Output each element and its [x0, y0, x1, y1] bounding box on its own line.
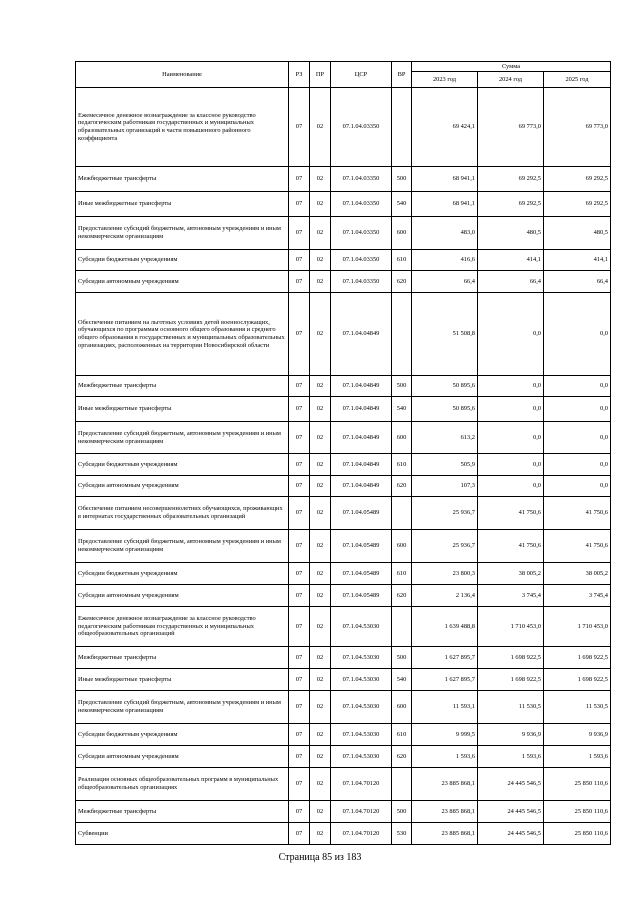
cell-2024: 1 698 922,5 — [478, 669, 544, 691]
header-rz: РЗ — [289, 62, 310, 88]
cell-pr: 02 — [310, 88, 331, 167]
cell-2024: 41 750,6 — [478, 497, 544, 530]
cell-pr: 02 — [310, 669, 331, 691]
cell-2025: 0,0 — [544, 476, 611, 497]
table-row — [76, 250, 611, 271]
cell-2025: 38 005,2 — [544, 563, 611, 585]
cell-rz: 07 — [289, 397, 310, 422]
cell-2023: 69 424,1 — [412, 88, 478, 167]
cell-2025: 0,0 — [544, 293, 611, 376]
cell-rz: 07 — [289, 823, 310, 845]
cell-name: Ежемесячное денежное вознаграждение за классное руководство педагогическим работникам государственных и муниципальных общеобразовательных организаций — [76, 607, 289, 647]
cell-rz: 07 — [289, 250, 310, 271]
cell-name: Обеспечение питанием на льготных условиях детей военнослужащих, обучающихся по программам основного общего образования и среднего общего образования в государственных и муниципальных образовательных организациях, расположенных на территории Новосибирской области — [76, 293, 289, 376]
cell-2025: 11 530,5 — [544, 691, 611, 724]
cell-name: Иные межбюджетные трансферты — [76, 397, 289, 422]
cell-2024: 66,4 — [478, 271, 544, 293]
cell-2025: 480,5 — [544, 217, 611, 250]
cell-2024: 0,0 — [478, 422, 544, 454]
cell-2025: 0,0 — [544, 376, 611, 397]
cell-rz: 07 — [289, 768, 310, 801]
cell-csr: 07.1.04.04849 — [331, 422, 392, 454]
table-row — [76, 192, 611, 217]
cell-rz: 07 — [289, 476, 310, 497]
cell-2025: 3 745,4 — [544, 585, 611, 607]
cell-rz: 07 — [289, 293, 310, 376]
cell-vr: 540 — [392, 669, 412, 691]
cell-rz: 07 — [289, 497, 310, 530]
cell-vr — [392, 607, 412, 647]
table-body — [76, 88, 611, 845]
cell-csr: 07.1.04.05489 — [331, 530, 392, 563]
cell-2025: 69 773,0 — [544, 88, 611, 167]
cell-rz: 07 — [289, 585, 310, 607]
cell-pr: 02 — [310, 801, 331, 823]
cell-2023: 25 936,7 — [412, 530, 478, 563]
cell-name: Иные межбюджетные трансферты — [76, 192, 289, 217]
cell-2024: 69 292,5 — [478, 192, 544, 217]
cell-2023: 25 936,7 — [412, 497, 478, 530]
table-row — [76, 647, 611, 669]
cell-2024: 0,0 — [478, 454, 544, 476]
cell-2023: 50 895,6 — [412, 376, 478, 397]
header-year-2025: 2025 год — [544, 72, 611, 88]
cell-2024: 69 773,0 — [478, 88, 544, 167]
cell-2025: 41 750,6 — [544, 497, 611, 530]
cell-2023: 107,3 — [412, 476, 478, 497]
cell-csr: 07.1.04.70120 — [331, 823, 392, 845]
table-row — [76, 397, 611, 422]
table-row — [76, 376, 611, 397]
table-row — [76, 607, 611, 647]
cell-pr: 02 — [310, 167, 331, 192]
table-row — [76, 293, 611, 376]
cell-2025: 0,0 — [544, 454, 611, 476]
cell-vr: 620 — [392, 746, 412, 768]
cell-2024: 3 745,4 — [478, 585, 544, 607]
cell-pr: 02 — [310, 746, 331, 768]
table-row — [76, 530, 611, 563]
cell-vr: 620 — [392, 585, 412, 607]
cell-rz: 07 — [289, 376, 310, 397]
cell-vr: 600 — [392, 217, 412, 250]
cell-csr: 07.1.04.70120 — [331, 801, 392, 823]
table-row — [76, 823, 611, 845]
cell-2023: 68 941,1 — [412, 192, 478, 217]
cell-csr: 07.1.04.03350 — [331, 88, 392, 167]
cell-2025: 41 750,6 — [544, 530, 611, 563]
cell-vr: 540 — [392, 397, 412, 422]
cell-name: Ежемесячное денежное вознаграждение за классное руководство педагогическим работникам государственных и муниципальных образовательных организаций в части повышенного районного коэффициента — [76, 88, 289, 167]
cell-rz: 07 — [289, 88, 310, 167]
cell-rz: 07 — [289, 607, 310, 647]
cell-2024: 24 445 546,5 — [478, 801, 544, 823]
cell-2024: 69 292,5 — [478, 167, 544, 192]
cell-name: Предоставление субсидий бюджетным, автономным учреждениям и иным некоммерческим организациям — [76, 217, 289, 250]
cell-rz: 07 — [289, 192, 310, 217]
cell-2023: 51 508,8 — [412, 293, 478, 376]
page-number: Страница 85 из 183 — [278, 852, 362, 863]
cell-2023: 416,6 — [412, 250, 478, 271]
cell-name: Межбюджетные трансферты — [76, 647, 289, 669]
cell-name: Субсидии автономным учреждениям — [76, 585, 289, 607]
cell-csr: 07.1.04.53030 — [331, 746, 392, 768]
cell-2024: 11 530,5 — [478, 691, 544, 724]
cell-vr: 540 — [392, 192, 412, 217]
cell-vr: 620 — [392, 271, 412, 293]
cell-rz: 07 — [289, 167, 310, 192]
cell-pr: 02 — [310, 422, 331, 454]
cell-pr: 02 — [310, 217, 331, 250]
cell-pr: 02 — [310, 724, 331, 746]
cell-2024: 9 936,9 — [478, 724, 544, 746]
cell-2023: 1 639 488,8 — [412, 607, 478, 647]
table-row — [76, 497, 611, 530]
cell-rz: 07 — [289, 801, 310, 823]
cell-vr: 500 — [392, 376, 412, 397]
cell-name: Обеспечение питанием несовершеннолетних обучающихся, проживающих в интернатах государственных образовательных организаций — [76, 497, 289, 530]
cell-rz: 07 — [289, 724, 310, 746]
cell-name: Субвенции — [76, 823, 289, 845]
cell-2025: 25 850 110,6 — [544, 801, 611, 823]
cell-vr: 530 — [392, 823, 412, 845]
cell-csr: 07.1.04.53030 — [331, 669, 392, 691]
cell-pr: 02 — [310, 192, 331, 217]
cell-vr: 610 — [392, 250, 412, 271]
cell-csr: 07.1.04.53030 — [331, 691, 392, 724]
cell-csr: 07.1.04.53030 — [331, 724, 392, 746]
cell-name: Субсидии бюджетным учреждениям — [76, 250, 289, 271]
cell-2024: 1 593,6 — [478, 746, 544, 768]
cell-2024: 1 698 922,5 — [478, 647, 544, 669]
cell-2023: 11 593,1 — [412, 691, 478, 724]
cell-name: Межбюджетные трансферты — [76, 376, 289, 397]
cell-vr: 600 — [392, 691, 412, 724]
cell-2023: 50 895,6 — [412, 397, 478, 422]
cell-2023: 23 885 868,1 — [412, 823, 478, 845]
cell-vr: 610 — [392, 563, 412, 585]
cell-2024: 0,0 — [478, 293, 544, 376]
cell-pr: 02 — [310, 530, 331, 563]
header-year-2023: 2023 год — [412, 72, 478, 88]
cell-pr: 02 — [310, 563, 331, 585]
cell-2025: 0,0 — [544, 422, 611, 454]
table-row — [76, 801, 611, 823]
header-vr: ВР — [392, 62, 412, 88]
cell-2023: 1 627 895,7 — [412, 647, 478, 669]
cell-2025: 414,1 — [544, 250, 611, 271]
cell-vr: 610 — [392, 724, 412, 746]
cell-name: Субсидии бюджетным учреждениям — [76, 454, 289, 476]
cell-name: Предоставление субсидий бюджетным, автономным учреждениям и иным некоммерческим организациям — [76, 422, 289, 454]
cell-2024: 0,0 — [478, 476, 544, 497]
cell-pr: 02 — [310, 454, 331, 476]
table-row — [76, 669, 611, 691]
cell-pr: 02 — [310, 607, 331, 647]
cell-2024: 24 445 546,5 — [478, 768, 544, 801]
cell-2024: 414,1 — [478, 250, 544, 271]
cell-csr: 07.1.04.04849 — [331, 293, 392, 376]
cell-rz: 07 — [289, 422, 310, 454]
table-row — [76, 422, 611, 454]
cell-csr: 07.1.04.03350 — [331, 217, 392, 250]
budget-table — [75, 61, 611, 845]
cell-2025: 25 850 110,6 — [544, 768, 611, 801]
cell-pr: 02 — [310, 271, 331, 293]
cell-name: Субсидии бюджетным учреждениям — [76, 724, 289, 746]
cell-csr: 07.1.04.03350 — [331, 250, 392, 271]
cell-rz: 07 — [289, 647, 310, 669]
cell-csr: 07.1.04.03350 — [331, 167, 392, 192]
cell-2024: 0,0 — [478, 397, 544, 422]
cell-name: Реализация основных общеобразовательных программ в муниципальных общеобразовательных организациях — [76, 768, 289, 801]
cell-2024: 480,5 — [478, 217, 544, 250]
cell-pr: 02 — [310, 397, 331, 422]
cell-2023: 23 800,3 — [412, 563, 478, 585]
cell-rz: 07 — [289, 746, 310, 768]
table-row — [76, 167, 611, 192]
cell-2023: 483,0 — [412, 217, 478, 250]
cell-2023: 9 999,5 — [412, 724, 478, 746]
cell-vr — [392, 88, 412, 167]
cell-2024: 41 750,6 — [478, 530, 544, 563]
cell-name: Субсидии автономным учреждениям — [76, 476, 289, 497]
cell-csr: 07.1.04.04849 — [331, 476, 392, 497]
cell-2025: 1 710 453,0 — [544, 607, 611, 647]
cell-name: Субсидии бюджетным учреждениям — [76, 563, 289, 585]
cell-2024: 38 005,2 — [478, 563, 544, 585]
cell-2025: 69 292,5 — [544, 192, 611, 217]
cell-vr: 500 — [392, 167, 412, 192]
cell-pr: 02 — [310, 250, 331, 271]
header-sum: Сумма — [412, 62, 611, 72]
cell-2024: 1 710 453,0 — [478, 607, 544, 647]
cell-vr: 610 — [392, 454, 412, 476]
cell-csr: 07.1.04.53030 — [331, 647, 392, 669]
cell-vr: 600 — [392, 530, 412, 563]
cell-2025: 1 698 922,5 — [544, 647, 611, 669]
cell-2023: 66,4 — [412, 271, 478, 293]
cell-2025: 69 292,5 — [544, 167, 611, 192]
cell-rz: 07 — [289, 669, 310, 691]
cell-vr: 500 — [392, 801, 412, 823]
cell-2023: 23 885 868,1 — [412, 801, 478, 823]
cell-pr: 02 — [310, 293, 331, 376]
cell-vr — [392, 768, 412, 801]
cell-rz: 07 — [289, 454, 310, 476]
cell-pr: 02 — [310, 376, 331, 397]
cell-name: Иные межбюджетные трансферты — [76, 669, 289, 691]
cell-2023: 2 136,4 — [412, 585, 478, 607]
cell-csr: 07.1.04.03350 — [331, 192, 392, 217]
cell-vr: 620 — [392, 476, 412, 497]
cell-csr: 07.1.04.70120 — [331, 768, 392, 801]
cell-csr: 07.1.04.05489 — [331, 563, 392, 585]
cell-name: Субсидии автономным учреждениям — [76, 271, 289, 293]
cell-name: Межбюджетные трансферты — [76, 801, 289, 823]
header-name: Наименование — [76, 62, 289, 88]
cell-name: Субсидии автономным учреждениям — [76, 746, 289, 768]
cell-rz: 07 — [289, 271, 310, 293]
cell-2024: 0,0 — [478, 376, 544, 397]
table-row — [76, 746, 611, 768]
cell-csr: 07.1.04.04849 — [331, 397, 392, 422]
cell-2023: 1 627 895,7 — [412, 669, 478, 691]
cell-2025: 1 698 922,5 — [544, 669, 611, 691]
table-row — [76, 691, 611, 724]
table-row — [76, 271, 611, 293]
table-row — [76, 217, 611, 250]
header-pr: ПР — [310, 62, 331, 88]
cell-pr: 02 — [310, 768, 331, 801]
header-csr: ЦСР — [331, 62, 392, 88]
cell-2023: 505,9 — [412, 454, 478, 476]
cell-rz: 07 — [289, 530, 310, 563]
cell-2025: 1 593,6 — [544, 746, 611, 768]
table-row — [76, 768, 611, 801]
cell-vr: 600 — [392, 422, 412, 454]
cell-2025: 9 936,9 — [544, 724, 611, 746]
table-row — [76, 563, 611, 585]
cell-name: Предоставление субсидий бюджетным, автономным учреждениям и иным некоммерческим организациям — [76, 530, 289, 563]
cell-2025: 0,0 — [544, 397, 611, 422]
cell-2025: 66,4 — [544, 271, 611, 293]
cell-2023: 68 941,1 — [412, 167, 478, 192]
cell-2023: 613,2 — [412, 422, 478, 454]
table-row — [76, 454, 611, 476]
cell-csr: 07.1.04.05489 — [331, 497, 392, 530]
cell-rz: 07 — [289, 217, 310, 250]
budget-table-container — [75, 61, 610, 845]
cell-vr: 500 — [392, 647, 412, 669]
table-row — [76, 88, 611, 167]
table-row — [76, 476, 611, 497]
cell-vr — [392, 497, 412, 530]
cell-pr: 02 — [310, 497, 331, 530]
cell-rz: 07 — [289, 563, 310, 585]
table-row — [76, 585, 611, 607]
cell-2023: 23 885 868,1 — [412, 768, 478, 801]
cell-name: Предоставление субсидий бюджетным, автономным учреждениям и иным некоммерческим организациям — [76, 691, 289, 724]
cell-csr: 07.1.04.04849 — [331, 376, 392, 397]
cell-csr: 07.1.04.05489 — [331, 585, 392, 607]
cell-pr: 02 — [310, 823, 331, 845]
cell-pr: 02 — [310, 691, 331, 724]
cell-2023: 1 593,6 — [412, 746, 478, 768]
cell-2024: 24 445 546,5 — [478, 823, 544, 845]
cell-name: Межбюджетные трансферты — [76, 167, 289, 192]
cell-csr: 07.1.04.03350 — [331, 271, 392, 293]
cell-rz: 07 — [289, 691, 310, 724]
cell-vr — [392, 293, 412, 376]
table-row — [76, 724, 611, 746]
cell-pr: 02 — [310, 476, 331, 497]
cell-pr: 02 — [310, 647, 331, 669]
cell-pr: 02 — [310, 585, 331, 607]
cell-csr: 07.1.04.04849 — [331, 454, 392, 476]
header-year-2024: 2024 год — [478, 72, 544, 88]
cell-2025: 25 850 110,6 — [544, 823, 611, 845]
cell-csr: 07.1.04.53030 — [331, 607, 392, 647]
